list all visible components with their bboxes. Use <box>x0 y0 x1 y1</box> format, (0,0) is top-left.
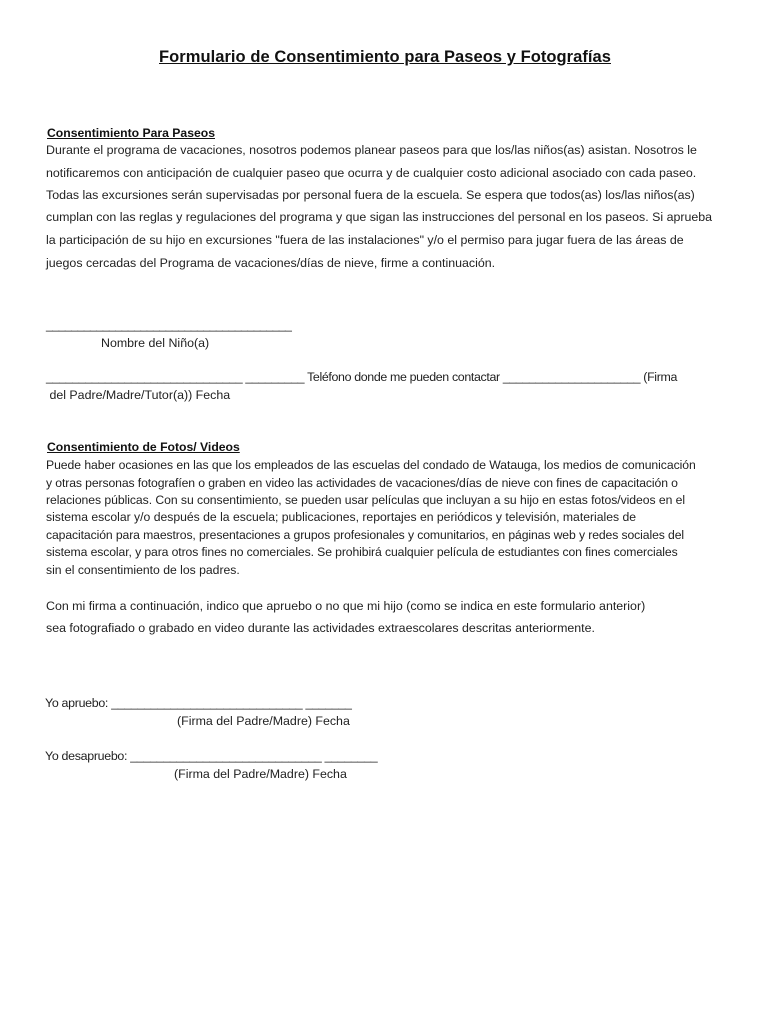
parent-signature-label: del Padre/Madre/Tutor(a)) Fecha <box>46 388 231 402</box>
child-name-label: Nombre del Niño(a) <box>101 336 210 350</box>
trips-paragraph-line: cumplan con las reglas y regulaciones del programa y que sigan las instrucciones del personal en los paseos. Si aprueba <box>46 210 713 224</box>
form-title: Formulario de Consentimiento para Paseos y Fotografías <box>159 48 611 66</box>
trips-paragraph-line: notificaremos con anticipación de cualquier paseo que ocurra y de cualquier costo adicional asociado con cada paseo. <box>46 166 697 180</box>
photos-confirm-line: Con mi firma a continuación, indico que apruebo o no que mi hijo (como se indica en este formulario anterior) <box>46 599 646 613</box>
approve-signature-line[interactable]: Yo apruebo: _____________________________ _______ <box>45 696 352 710</box>
disapprove-signature-line[interactable]: Yo desapruebo: _____________________________ ________ <box>45 749 378 763</box>
photos-paragraph-line: sin el consentimiento de los padres. <box>46 563 240 577</box>
trips-heading: Consentimiento Para Paseos <box>47 126 215 140</box>
photos-paragraph-line: relaciones públicas. Con su consentimiento, se pueden usar películas que incluyan a su hijo en estas fotos/videos en el <box>46 493 686 507</box>
photos-paragraph-line: sistema escolar y/o después de la escuela; publicaciones, reportajes en periódicos y televisión, materiales de <box>46 510 637 524</box>
approve-signature-label: (Firma del Padre/Madre) Fecha <box>177 714 350 728</box>
disapprove-signature-label: (Firma del Padre/Madre) Fecha <box>174 767 347 781</box>
photos-confirm-line: sea fotografiado o grabado en video durante las actividades extraescolares descritas anteriormente. <box>46 621 595 635</box>
photos-paragraph-line: sistema escolar, y para otros fines no comerciales. Se prohibirá cualquier película de estudiantes con fines comerciales <box>46 545 678 559</box>
parent-signature-phone-line[interactable]: ______________________________ _________ Teléfono donde me pueden contactar _____________________ (Firma <box>46 370 677 384</box>
child-name-signature-line[interactable]: _______________________________________ <box>46 318 292 332</box>
photos-paragraph-line: Puede haber ocasiones en las que los empleados de las escuelas del condado de Watauga, los medios de comunicación <box>46 458 696 472</box>
photos-heading: Consentimiento de Fotos/ Videos <box>47 440 240 454</box>
trips-paragraph-line: Todas las excursiones serán supervisadas por personal fuera de la escuela. Se espera que todos(as) los/las niños(as) <box>46 188 695 202</box>
photos-paragraph-line: capacitación para maestros, presentaciones a grupos profesionales y comunitarios, en páginas web y redes sociales del <box>46 528 684 542</box>
trips-paragraph-line: Durante el programa de vacaciones, nosotros podemos planear paseos para que los/las niños(as) asistan. Nosotros le <box>46 143 697 157</box>
photos-paragraph-line: y otras personas fotografíen o graben en video las actividades de vacaciones/días de nieve con fines de capacitación o <box>46 476 678 490</box>
trips-paragraph-line: la participación de su hijo en excursiones "fuera de las instalaciones" y/o el permiso para jugar fuera de las áreas de <box>46 233 684 247</box>
trips-paragraph-line: juegos cercadas del Programa de vacaciones/días de nieve, firme a continuación. <box>46 256 496 270</box>
